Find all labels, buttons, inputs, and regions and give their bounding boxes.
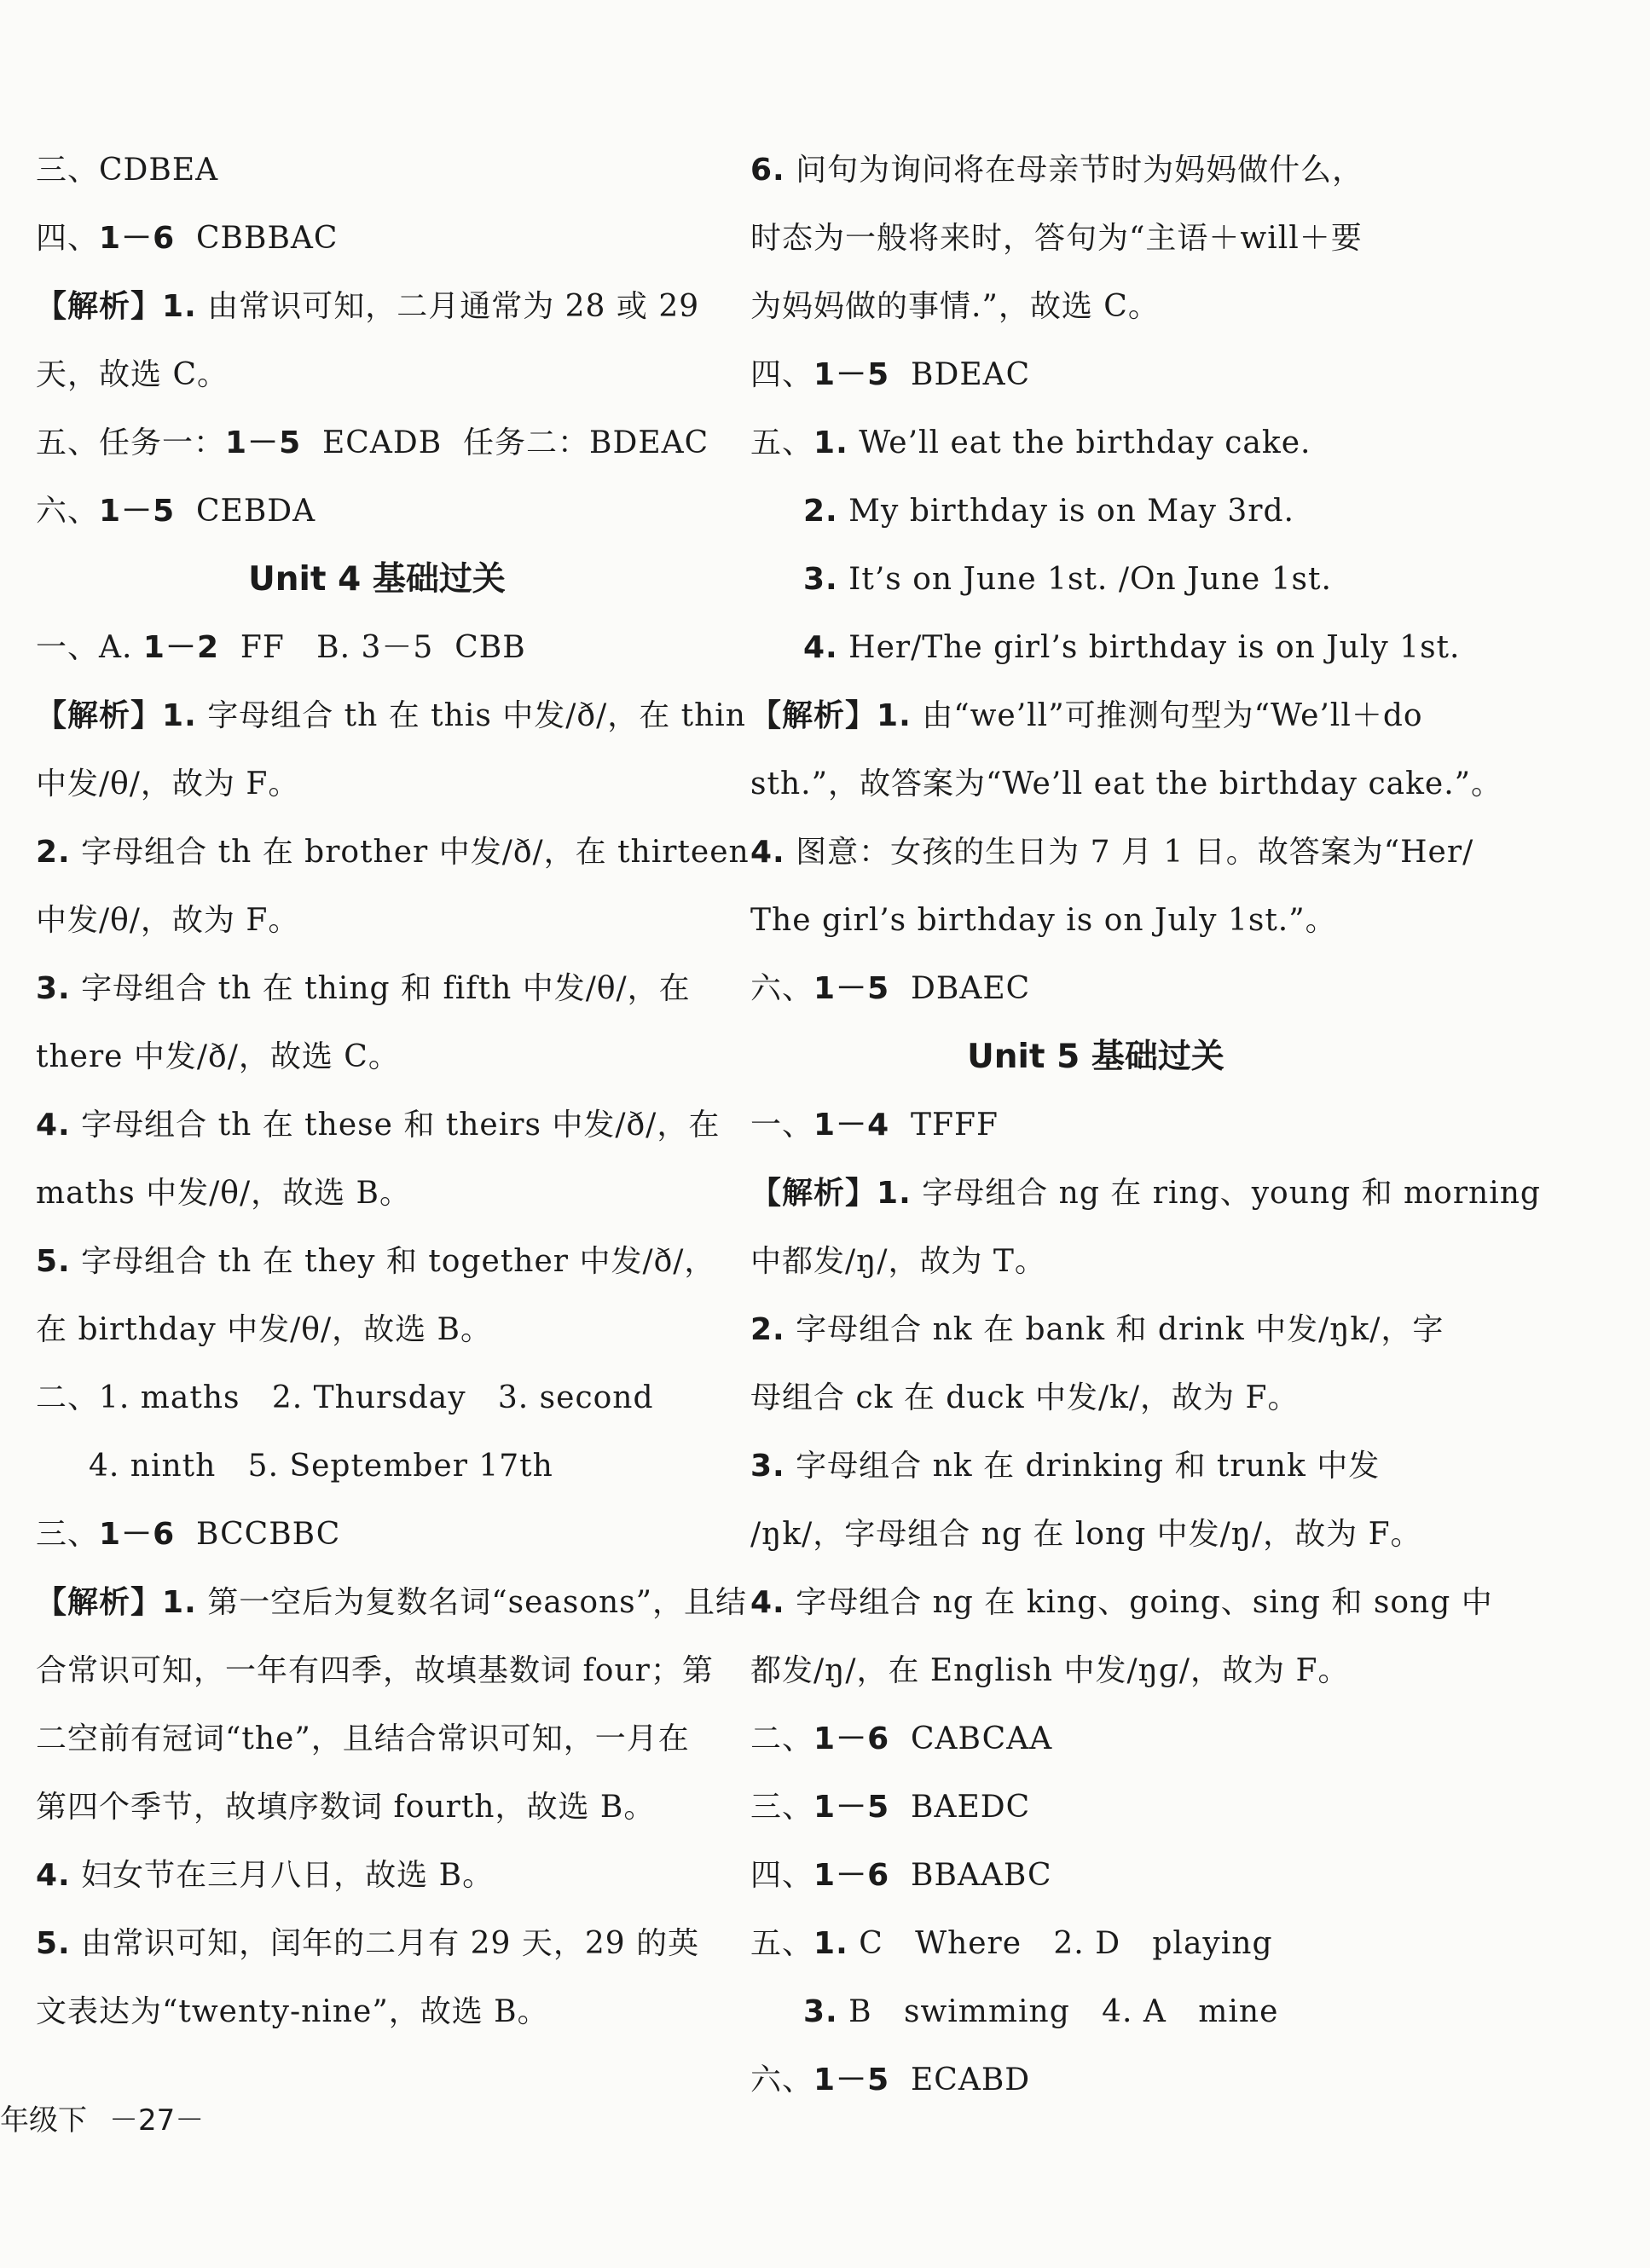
left-column bbox=[36, 136, 750, 2046]
analysis-tag: 【解析】 bbox=[750, 698, 877, 733]
line-text: 字母组合 th 在 they 和 together 中发/ð/， bbox=[70, 1244, 716, 1279]
footer-grade: 年级下 bbox=[0, 2103, 87, 2138]
answer-line bbox=[750, 1637, 1441, 1705]
answer-line bbox=[750, 409, 1441, 477]
line-prefix: 二、 bbox=[750, 1721, 814, 1756]
answer-line bbox=[36, 136, 718, 205]
item-number: 1. bbox=[813, 425, 848, 460]
answer-line bbox=[36, 1432, 718, 1501]
answer-line bbox=[36, 819, 750, 887]
line-prefix: 三、 bbox=[750, 1790, 814, 1825]
line-text: 合常识可知，一年有四季，故填基数词 four；第 bbox=[36, 1653, 714, 1688]
item-number: 1－5 bbox=[813, 2063, 890, 2097]
answer-line bbox=[750, 1501, 1441, 1569]
answer-line bbox=[750, 1160, 1541, 1228]
line-prefix: 四、 bbox=[36, 221, 100, 256]
answer-line bbox=[36, 682, 746, 750]
line-text: 三、CDBEA bbox=[36, 153, 219, 188]
answer-line bbox=[36, 1091, 721, 1160]
answer-line bbox=[36, 1501, 718, 1569]
answer-line bbox=[750, 477, 1441, 546]
line-prefix: 四、 bbox=[750, 357, 814, 392]
answer-line bbox=[36, 1160, 718, 1228]
line-text: 中发/θ/，故为 F。 bbox=[36, 903, 300, 938]
line-text: 字母组合 th 在 this 中发/ð/，在 thin bbox=[196, 698, 746, 733]
line-text: BAEDC bbox=[889, 1790, 1031, 1825]
line-text: sth.”，故答案为“We’ll eat the birthday cake.”。 bbox=[750, 767, 1503, 801]
answer-line bbox=[36, 1705, 718, 1773]
item-number: 1. bbox=[877, 698, 912, 733]
line-text: CBBBAC bbox=[175, 221, 339, 256]
page-number: －27－ bbox=[109, 2103, 205, 2138]
item-number: 2. bbox=[803, 494, 838, 529]
line-text: We’ll eat the birthday cake. bbox=[848, 425, 1311, 460]
item-number: 1－5 bbox=[225, 425, 302, 460]
line-text: My birthday is on May 3rd. bbox=[837, 494, 1294, 529]
item-number: 4. bbox=[36, 1858, 71, 1893]
line-text: 由“we’ll”可推测句型为“We’ll＋do bbox=[911, 698, 1423, 733]
line-text: 图意：女孩的生日为 7 月 1 日。故答案为“Her/ bbox=[784, 835, 1474, 870]
item-number: 1－5 bbox=[813, 971, 890, 1006]
answer-line bbox=[750, 341, 1441, 409]
line-prefix: 四、 bbox=[750, 1858, 814, 1893]
line-text: 字母组合 th 在 these 和 theirs 中发/ð/，在 bbox=[70, 1108, 721, 1143]
line-text: ECADB 任务二：BDEAC bbox=[301, 425, 709, 460]
answer-line bbox=[36, 1773, 718, 1842]
item-number: 1－6 bbox=[99, 1517, 176, 1552]
item-number: 1. bbox=[813, 1926, 848, 1961]
line-prefix: 六、 bbox=[750, 2063, 814, 2097]
line-text: there 中发/ð/，故选 C。 bbox=[36, 1039, 400, 1074]
line-prefix: 一、 bbox=[750, 1108, 814, 1143]
line-text: 字母组合 nk 在 drinking 和 trunk 中发 bbox=[784, 1449, 1381, 1484]
line-text: 字母组合 th 在 thing 和 fifth 中发/θ/，在 bbox=[70, 971, 691, 1006]
answer-line bbox=[36, 1637, 718, 1705]
line-text: 字母组合 ng 在 king、going、sing 和 song 中 bbox=[784, 1585, 1493, 1620]
line-text: /ŋk/，字母组合 ng 在 long 中发/ŋ/，故为 F。 bbox=[750, 1517, 1422, 1552]
answer-line bbox=[750, 614, 1461, 682]
answer-line bbox=[36, 273, 718, 341]
item-number: 3. bbox=[750, 1449, 785, 1484]
answer-line bbox=[36, 1842, 718, 1910]
line-text: 4. ninth 5. September 17th bbox=[89, 1449, 553, 1484]
answer-line bbox=[750, 750, 1503, 819]
answer-line bbox=[750, 273, 1441, 341]
answer-line bbox=[36, 409, 718, 477]
item-number: 1. bbox=[877, 1176, 912, 1211]
item-number: 1－2 bbox=[142, 630, 219, 665]
answer-line bbox=[750, 1773, 1441, 1842]
analysis-tag: 【解析】 bbox=[36, 698, 163, 733]
line-text: 字母组合 nk 在 bank 和 drink 中发/ŋk/，字 bbox=[784, 1312, 1444, 1347]
answer-line bbox=[750, 2046, 1441, 2115]
line-prefix: 五、任务一： bbox=[36, 425, 226, 460]
answer-line bbox=[750, 1978, 1441, 2046]
line-text: 时态为一般将来时，答句为“主语＋will＋要 bbox=[750, 221, 1363, 256]
item-number: 3. bbox=[803, 1994, 838, 2029]
line-prefix: 三、 bbox=[36, 1517, 100, 1552]
item-number: 2. bbox=[750, 1312, 785, 1347]
line-text: The girl’s birthday is on July 1st.”。 bbox=[750, 903, 1337, 938]
item-number: 3. bbox=[803, 562, 838, 597]
analysis-tag: 【解析】 bbox=[36, 289, 163, 324]
line-text: DBAEC bbox=[889, 971, 1031, 1006]
item-number: 4. bbox=[36, 1108, 71, 1143]
line-text: 问句为询问将在母亲节时为妈妈做什么， bbox=[784, 153, 1364, 188]
answer-line bbox=[750, 955, 1441, 1023]
line-text: 由常识可知，闰年的二月有 29 天，29 的英 bbox=[70, 1926, 700, 1961]
answer-line bbox=[750, 887, 1441, 955]
item-number: 1－6 bbox=[99, 221, 176, 256]
line-text: 为妈妈做的事情.”，故选 C。 bbox=[750, 289, 1160, 324]
item-number: 4. bbox=[750, 1585, 785, 1620]
item-number: 1. bbox=[162, 1585, 197, 1620]
answer-line bbox=[750, 1432, 1441, 1501]
line-prefix: 六、 bbox=[750, 971, 814, 1006]
answer-line bbox=[36, 1569, 748, 1637]
answer-line bbox=[36, 477, 718, 546]
answer-line bbox=[750, 1228, 1441, 1296]
item-number: 1－5 bbox=[813, 357, 890, 392]
line-text: B swimming 4. A mine bbox=[837, 1994, 1279, 2029]
line-text: C Where 2. D playing bbox=[848, 1926, 1273, 1961]
answer-line bbox=[36, 1228, 718, 1296]
item-number: 1－6 bbox=[813, 1858, 890, 1893]
answer-line bbox=[36, 341, 718, 409]
line-text: maths 中发/θ/，故选 B。 bbox=[36, 1176, 412, 1211]
line-text: It’s on June 1st. /On June 1st. bbox=[837, 562, 1332, 597]
item-number: 1－5 bbox=[99, 494, 176, 529]
line-text: 都发/ŋ/，在 English 中发/ŋɡ/，故为 F。 bbox=[750, 1653, 1350, 1688]
line-text: 第四个季节，故填序数词 fourth，故选 B。 bbox=[36, 1790, 656, 1825]
right-column bbox=[750, 136, 1541, 2115]
line-text: 天，故选 C。 bbox=[36, 357, 229, 392]
answer-line bbox=[750, 1569, 1493, 1637]
answer-line bbox=[36, 1364, 718, 1432]
answer-line bbox=[750, 205, 1441, 273]
item-number: 2. bbox=[36, 835, 71, 870]
line-text: 妇女节在三月八日，故选 B。 bbox=[70, 1858, 495, 1893]
item-number: 5. bbox=[36, 1244, 71, 1279]
line-text: 由常识可知，二月通常为 28 或 29 bbox=[196, 289, 700, 324]
answer-line bbox=[36, 1023, 718, 1091]
line-text: 字母组合 th 在 brother 中发/ð/，在 thirteen bbox=[70, 835, 750, 870]
line-prefix: 一、A. bbox=[36, 630, 143, 665]
line-text: BBAABC bbox=[889, 1858, 1052, 1893]
line-text: 二、1. maths 2. Thursday 3. second bbox=[36, 1380, 654, 1415]
line-text: BCCBBC bbox=[175, 1517, 341, 1552]
answer-line bbox=[750, 136, 1441, 205]
answer-line bbox=[36, 614, 718, 682]
answer-line bbox=[36, 1978, 718, 2046]
item-number: 6. bbox=[750, 153, 785, 188]
item-number: 4. bbox=[750, 835, 785, 870]
answer-line bbox=[750, 1296, 1444, 1364]
line-text: 中发/θ/，故为 F。 bbox=[36, 767, 300, 801]
answer-line bbox=[750, 1364, 1441, 1432]
section-title: Unit 5 基础过关 bbox=[967, 1038, 1224, 1076]
answer-line bbox=[36, 955, 718, 1023]
page-footer bbox=[0, 2099, 204, 2142]
answer-line bbox=[36, 750, 718, 819]
analysis-tag: 【解析】 bbox=[750, 1176, 877, 1211]
line-text: CEBDA bbox=[175, 494, 316, 529]
line-text: Her/The girl’s birthday is on July 1st. bbox=[837, 630, 1461, 665]
answer-line bbox=[750, 1910, 1441, 1978]
item-number: 1－5 bbox=[813, 1790, 890, 1825]
item-number: 1－6 bbox=[813, 1721, 890, 1756]
line-text: 中都发/ŋ/，故为 T。 bbox=[750, 1244, 1046, 1279]
line-prefix: 五、 bbox=[750, 425, 814, 460]
line-text: BDEAC bbox=[889, 357, 1031, 392]
item-number: 3. bbox=[36, 971, 71, 1006]
answer-line bbox=[36, 1910, 718, 1978]
section-title: Unit 4 基础过关 bbox=[248, 560, 506, 599]
analysis-tag: 【解析】 bbox=[36, 1585, 163, 1620]
line-text: FF B. 3－5 CBB bbox=[219, 630, 526, 665]
item-number: 1. bbox=[162, 698, 197, 733]
line-text: TFFF bbox=[889, 1108, 999, 1143]
answer-line bbox=[750, 1705, 1441, 1773]
line-text: 母组合 ck 在 duck 中发/k/，故为 F。 bbox=[750, 1380, 1300, 1415]
line-text: 第一空后为复数名词“seasons”，且结 bbox=[196, 1585, 748, 1620]
line-text: 文表达为“twenty-nine”，故选 B。 bbox=[36, 1994, 549, 2029]
line-text: 在 birthday 中发/θ/，故选 B。 bbox=[36, 1312, 492, 1347]
answer-line bbox=[750, 819, 1474, 887]
answer-line bbox=[36, 205, 718, 273]
line-text: ECABD bbox=[889, 2063, 1031, 2097]
item-number: 1. bbox=[162, 289, 197, 324]
answer-line bbox=[36, 887, 718, 955]
answer-line bbox=[36, 1296, 718, 1364]
answer-line bbox=[750, 546, 1441, 614]
line-prefix: 六、 bbox=[36, 494, 100, 529]
item-number: 4. bbox=[803, 630, 838, 665]
line-text: 字母组合 ng 在 ring、young 和 morning bbox=[911, 1176, 1541, 1211]
answer-line bbox=[750, 1842, 1441, 1910]
line-text: 二空前有冠词“the”，且结合常识可知，一月在 bbox=[36, 1721, 690, 1756]
line-prefix: 五、 bbox=[750, 1926, 814, 1961]
answer-line bbox=[750, 682, 1441, 750]
answer-line bbox=[750, 1091, 1441, 1160]
line-text: CABCAA bbox=[889, 1721, 1053, 1756]
item-number: 5. bbox=[36, 1926, 71, 1961]
item-number: 1－4 bbox=[813, 1108, 890, 1143]
